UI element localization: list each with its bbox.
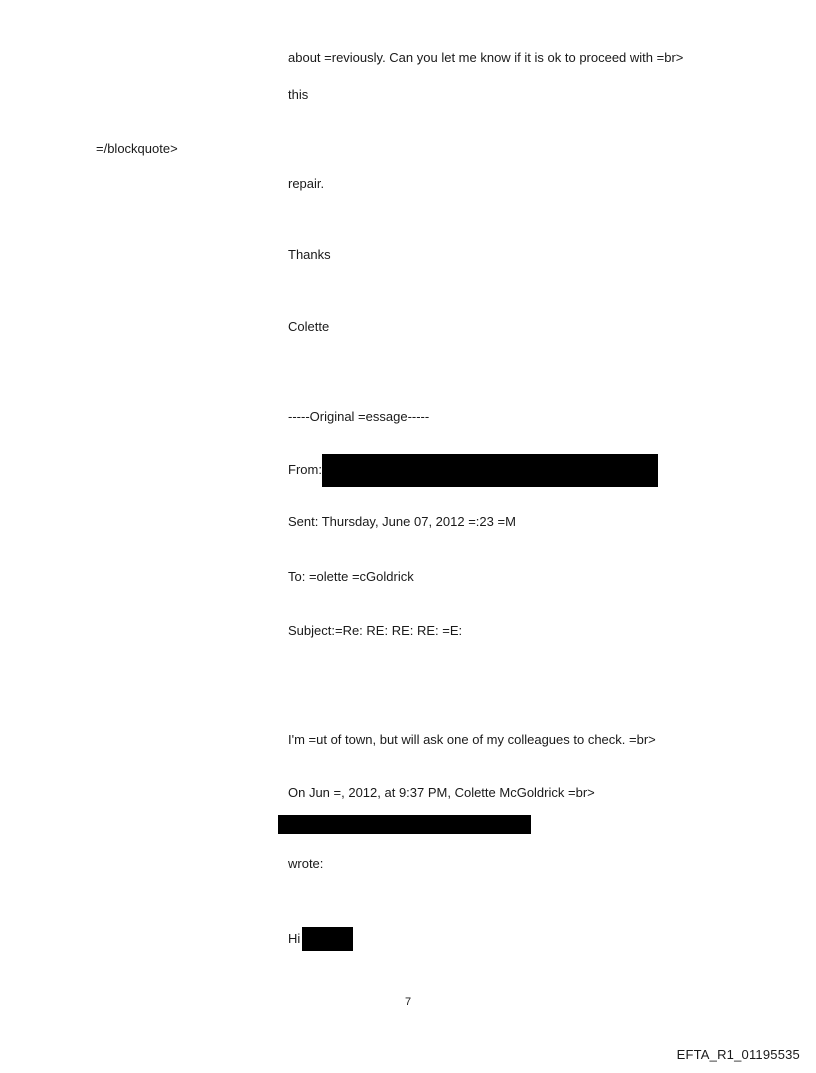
bates-number: EFTA_R1_01195535 [676,1047,800,1062]
body-line: repair. [288,176,325,191]
sent-line: Sent: Thursday, June 07, 2012 =:23 =M [288,514,516,529]
original-message-header: -----Original =essage----- [288,409,430,424]
signature-name: Colette [288,319,330,334]
greeting-line: Hi [288,931,301,946]
body-line: On Jun =, 2012, at 9:37 PM, Colette McGoldrick =br> [288,785,595,800]
blockquote-close-line: =/blockquote> [96,141,178,156]
body-line: about =reviously. Can you let me know if it is ok to proceed with =br> [288,50,684,65]
from-label: From: [288,462,322,477]
page-number: 7 [404,996,412,1008]
body-line: I'm =ut of town, but will ask one of my colleagues to check. =br> [288,732,656,747]
redaction-block [322,454,658,487]
to-line: To: =olette =cGoldrick [288,569,414,584]
body-line: Thanks [288,247,331,262]
redaction-block [278,815,531,834]
redaction-block [302,927,353,951]
body-line: wrote: [288,856,324,871]
subject-line: Subject:=Re: RE: RE: RE: =E: [288,623,463,638]
body-line: this [288,87,309,102]
